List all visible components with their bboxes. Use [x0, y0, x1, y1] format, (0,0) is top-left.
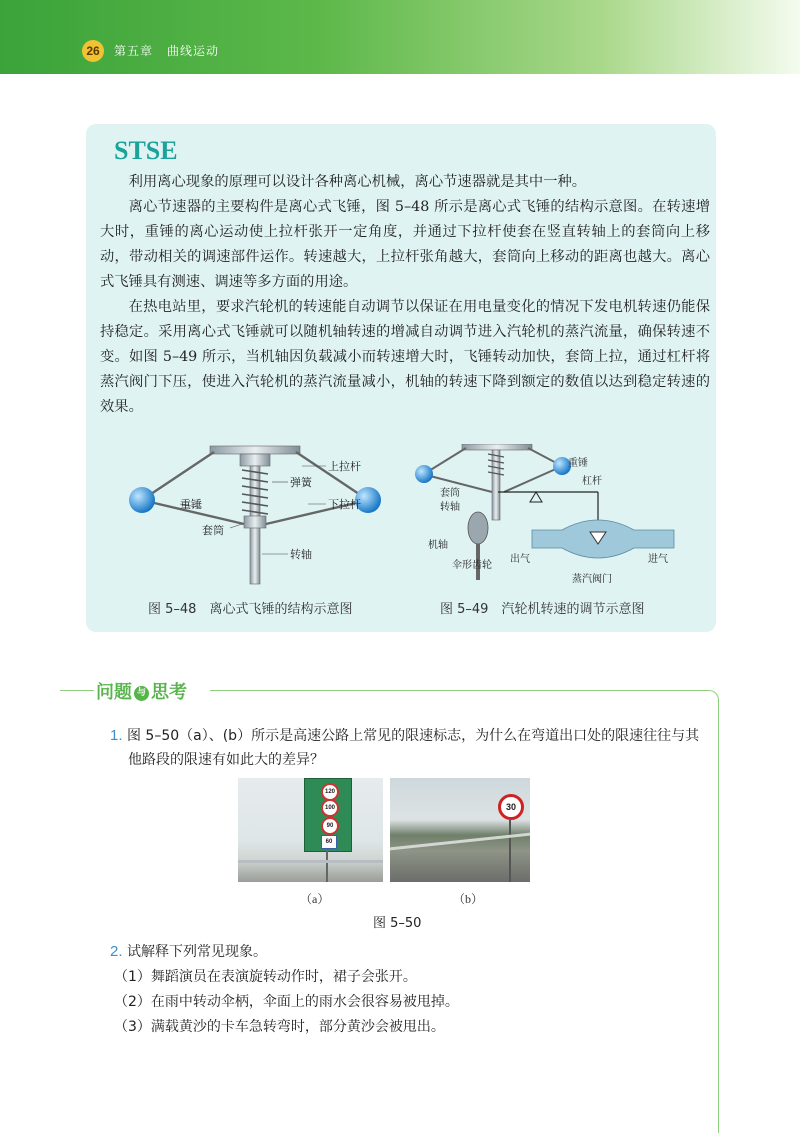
label-weight: 重锤 [568, 458, 588, 469]
label-bevel-gear: 伞形齿轮 [452, 560, 492, 571]
label-upper-rod: 上拉杆 [328, 460, 361, 473]
stse-paragraph: 在热电站里，要求汽轮机的转速能自动调节以保证在用电量变化的情况下发电机转速仍能保持稳定。采用离心式飞锤就可以随机轴转速的增减自动调节进入汽轮机的蒸汽流量，确保转速不变。如图 5–49 所示，当机轴因负载减小而转速增大时，飞锤转动加快，套筒上拉，通过杠杆将蒸汽阀门下压，使进入汽轮机的蒸汽流量减小，机轴的转速下降到额定的数值以达到稳定转速的效果。 [100, 299, 710, 415]
questions-heading-part2: 思考 [151, 682, 187, 703]
speed-limit-60-icon: 60 [321, 835, 337, 849]
steam-valve [532, 520, 674, 558]
label-spring: 弹簧 [290, 476, 312, 489]
question-2-item: （3）满载黄沙的卡车急转弯时，部分黄沙会被甩出。 [114, 1019, 445, 1035]
speed-limit-120-icon: 120 [321, 783, 339, 801]
label-outlet: 出气 [510, 554, 530, 565]
stse-title: STSE [114, 136, 178, 165]
speed-limit-100-icon: 100 [321, 799, 339, 817]
questions-heading-part1: 问题 [96, 682, 132, 703]
label-shaft: 转轴 [290, 548, 312, 561]
label-shaft: 转轴 [440, 502, 460, 513]
figure-5-49-caption: 图 5–49 汽轮机转速的调节示意图 [440, 602, 645, 617]
photo-speed-sign-b [390, 778, 530, 882]
questions-heading [96, 678, 187, 704]
photo-a-label: （a） [300, 892, 330, 906]
header-band [0, 0, 800, 74]
question-2 [110, 940, 710, 964]
label-axle: 机轴 [428, 540, 448, 551]
chapter-number: 第五章 [114, 44, 154, 58]
question-2-item: （1）舞蹈演员在表演旋转动作时，裙子会张开。 [114, 969, 417, 985]
questions-heading-badge: 与 [134, 686, 149, 701]
label-valve: 蒸汽阀门 [572, 574, 612, 585]
weight-ball-left [129, 487, 155, 513]
label-inlet: 进气 [648, 554, 668, 565]
question-2-number: 2. [110, 943, 123, 960]
top-bar [210, 446, 300, 454]
question-1-continued: 他路段的限速有如此大的差异？ [128, 752, 324, 768]
speed-limit-30-icon: 30 [498, 794, 524, 820]
figure-5-48-caption: 图 5–48 离心式飞锤的结构示意图 [148, 602, 353, 617]
stse-paragraph: 利用离心现象的原理可以设计各种离心机械，离心节速器就是其中一种。 [128, 174, 587, 190]
photo-speed-sign-a [238, 778, 383, 882]
flyball-governor-diagram [126, 444, 396, 594]
green-sign-board [304, 778, 352, 852]
page-number: 26 [82, 40, 104, 62]
section-rule-right [210, 690, 710, 691]
section-rule-left [60, 690, 94, 691]
section-frame [708, 690, 719, 1133]
figure-5-50-caption: 图 5–50 [373, 916, 422, 931]
chapter-heading [114, 42, 219, 59]
label-lever: 杠杆 [582, 476, 602, 487]
weight-ball-left [415, 465, 433, 483]
sleeve [244, 516, 266, 528]
question-2-item: （2）在雨中转动伞柄，伞面上的雨水会很容易被甩掉。 [114, 994, 459, 1010]
speed-limit-90-icon: 90 [321, 817, 339, 835]
label-sleeve: 套筒 [440, 488, 460, 499]
bevel-gear [468, 512, 488, 544]
question-1 [110, 724, 710, 748]
question-2-text: 试解释下列常见现象。 [126, 944, 267, 960]
label-lower-rod: 下拉杆 [328, 498, 361, 511]
chapter-title: 曲线运动 [167, 44, 220, 58]
photo-b-label: （b） [453, 892, 484, 906]
stse-paragraph: 离心节速器的主要构件是离心式飞锤，图 5–48 所示是离心式飞锤的结构示意图。在转速增大时，重锤的离心运动使上拉杆张开一定角度，并通过下拉杆使套在竖直转轴上的套筒向上移动，带动相关的调速部件运作。转速越大，上拉杆张角越大，套筒向上移动的距离也越大。离心式飞锤具有测速、调速等多方面的用途。 [100, 199, 710, 290]
question-1-text: 图 5–50（a）、(b）所示是高速公路上常见的限速标志，为什么在弯道出口处的限速往往与其 [126, 728, 700, 744]
question-1-number: 1. [110, 727, 123, 744]
label-weight: 重锤 [180, 498, 202, 511]
stse-box [86, 124, 716, 632]
label-sleeve: 套筒 [202, 524, 224, 537]
turbine-speed-regulation-diagram [412, 444, 682, 594]
